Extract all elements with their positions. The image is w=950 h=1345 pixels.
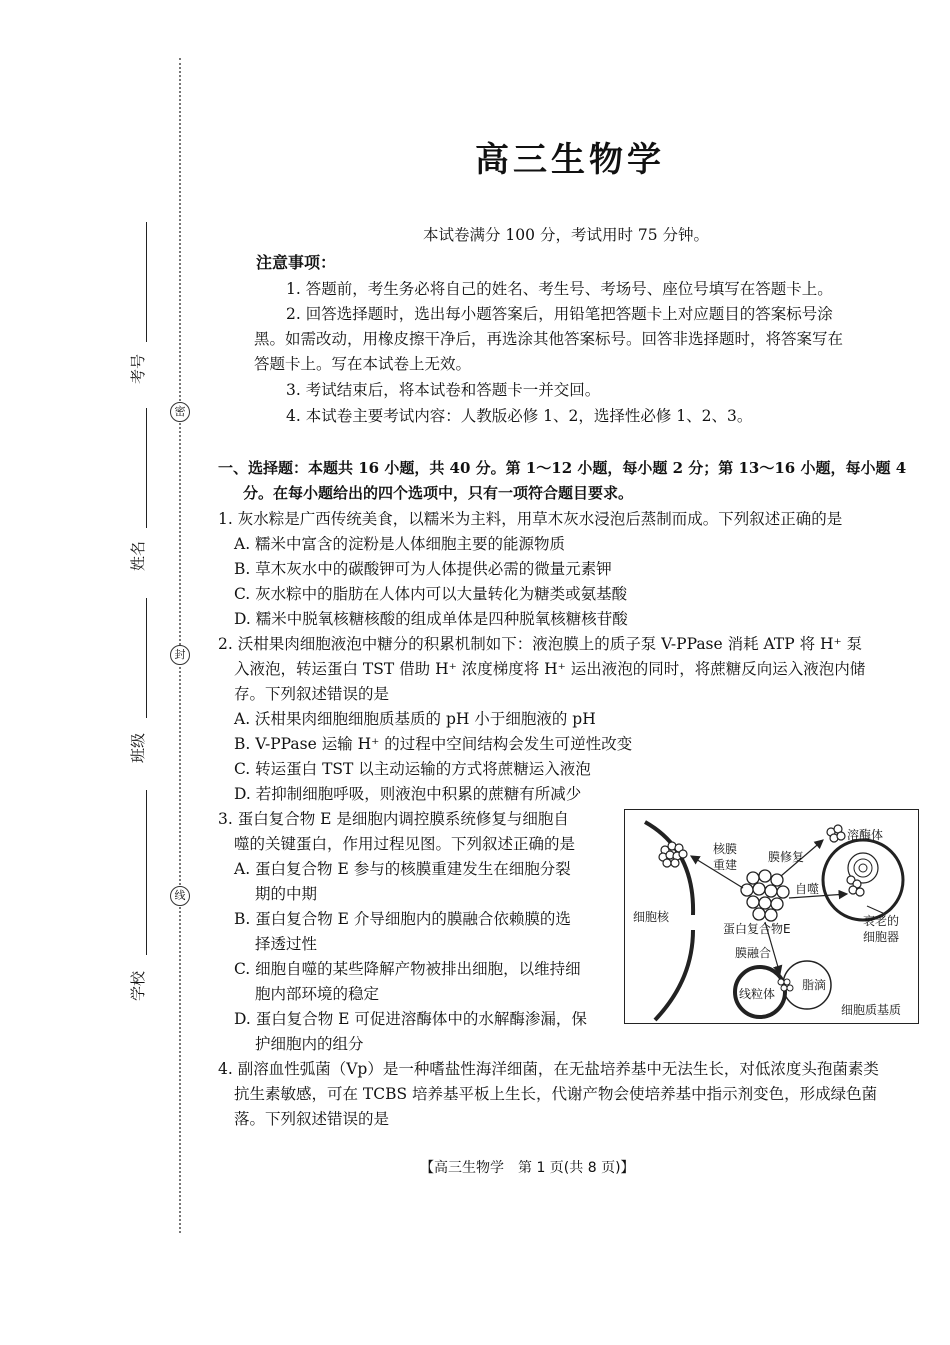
q2-option-b: B. V-PPase 运输 H⁺ 的过程中空间结构会发生可逆性改变 bbox=[234, 735, 633, 753]
label-aging-organelle: 衰老的 bbox=[863, 914, 900, 928]
q4-stem: 抗生素敏感，可在 TCBS 培养基平板上生长，代谢产物会使培养基中指示剂变色，形成绿色菌 bbox=[234, 1085, 878, 1103]
notice-line: 1. 答题前，考生务必将自己的姓名、考生号、考场号、座位号填写在答题卡上。 bbox=[286, 280, 833, 298]
notice-heading: 注意事项： bbox=[256, 253, 337, 272]
label-complex-e: 蛋白复合物E bbox=[723, 922, 791, 936]
section-heading: 一、选择题：本题共 16 小题，共 40 分。第 1～12 小题，每小题 2 分；第 13～16 小题，每小题 4 bbox=[218, 459, 907, 477]
label-membrane-fusion: 膜融合 bbox=[735, 946, 772, 960]
q4-stem: 4. 副溶血性弧菌（Vp）是一种嗜盐性海洋细菌，在无盐培养基中无法生长，对低浓度头孢菌素类 bbox=[218, 1060, 879, 1078]
notice-line: 2. 回答选择题时，选出每小题答案后，用铅笔把答题卡上对应题目的答案标号涂 bbox=[286, 305, 833, 323]
notice-line: 3. 考试结束后，将本试卷和答题卡一并交回。 bbox=[286, 381, 601, 399]
label-xingming: 姓名 bbox=[129, 541, 147, 572]
q1-option-c: C. 灰水粽中的脂肪在人体内可以大量转化为糖类或氨基酸 bbox=[234, 585, 628, 603]
q1-option-a: A. 糯米中富含的淀粉是人体细胞主要的能源物质 bbox=[234, 535, 566, 553]
exam-title: 高三生物学 bbox=[475, 140, 665, 180]
q4-stem: 落。下列叙述错误的是 bbox=[234, 1110, 390, 1128]
blank-xingming[interactable] bbox=[146, 408, 147, 528]
q1-stem: 1. 灰水粽是广西传统美食，以糯米为主料，用草木灰水浸泡后蒸制而成。下列叙述正确的是 bbox=[218, 510, 843, 528]
q3-option-a: 期的中期 bbox=[255, 885, 318, 903]
section-heading-cont: 分。在每小题给出的四个选项中，只有一项符合题目要求。 bbox=[243, 484, 634, 502]
label-kaohao: 考号 bbox=[129, 354, 147, 385]
label-mitochondria: 线粒体 bbox=[739, 987, 776, 1001]
label-aging-organelle: 细胞器 bbox=[863, 930, 900, 944]
label-nuclear-rebuild: 核膜 bbox=[713, 842, 738, 856]
q3-option-c: C. 细胞自噬的某些降解产物被排出细胞，以维持细 bbox=[234, 960, 581, 978]
q2-option-c: C. 转运蛋白 TST 以主动运输的方式将蔗糖运入液泡 bbox=[234, 760, 591, 778]
label-xuexiao: 学校 bbox=[129, 971, 147, 1002]
seal-feng: 封 bbox=[170, 645, 190, 665]
q1-option-d: D. 糯米中脱氧核糖核酸的组成单体是四种脱氧核糖核苷酸 bbox=[234, 610, 628, 628]
q1-option-b: B. 草木灰水中的碳酸钾可为人体提供必需的微量元素钾 bbox=[234, 560, 612, 578]
q3-stem: 噬的关键蛋白，作用过程见图。下列叙述正确的是 bbox=[234, 835, 576, 853]
label-lysosome: 溶酶体 bbox=[847, 828, 884, 842]
q2-option-a: A. 沃柑果肉细胞细胞质基质的 pH 小于细胞液的 pH bbox=[234, 710, 596, 728]
blank-banji[interactable] bbox=[146, 598, 147, 718]
q3-option-b: B. 蛋白复合物 E 介导细胞内的膜融合依赖膜的选 bbox=[234, 910, 571, 928]
label-nuclear-rebuild: 重建 bbox=[713, 858, 738, 872]
q3-option-a: A. 蛋白复合物 E 参与的核膜重建发生在细胞分裂 bbox=[234, 860, 571, 878]
q3-option-d: D. 蛋白复合物 E 可促进溶酶体中的水解酶渗漏，保 bbox=[234, 1010, 587, 1028]
q3-stem: 3. 蛋白复合物 E 是细胞内调控膜系统修复与细胞自 bbox=[218, 810, 569, 828]
q3-option-d: 护细胞内的组分 bbox=[255, 1035, 364, 1053]
label-banji: 班级 bbox=[129, 733, 147, 764]
seal-mi: 密 bbox=[170, 402, 190, 422]
q3-option-c: 胞内部环境的稳定 bbox=[255, 985, 380, 1003]
notice-line: 黑。如需改动，用橡皮擦干净后，再选涂其他答案标号。回答非选择题时，将答案写在 bbox=[254, 330, 844, 348]
notice-line: 答题卡上。写在本试卷上无效。 bbox=[254, 355, 472, 373]
label-cytoplasm: 细胞质基质 bbox=[841, 1003, 902, 1017]
figure-complex-e bbox=[624, 809, 919, 1024]
blank-xuexiao[interactable] bbox=[146, 790, 147, 955]
seal-xian: 线 bbox=[170, 886, 190, 906]
q3-option-b: 择透过性 bbox=[255, 935, 318, 953]
blank-kaohao[interactable] bbox=[146, 222, 147, 342]
label-nucleus: 细胞核 bbox=[633, 910, 670, 924]
q2-option-d: D. 若抑制细胞呼吸，则液泡中积累的蔗糖有所减少 bbox=[234, 785, 582, 803]
exam-intro: 本试卷满分 100 分，考试用时 75 分钟。 bbox=[423, 226, 710, 244]
page-footer: 【高三生物学 第 1 页(共 8 页)】 bbox=[420, 1160, 635, 1176]
q2-stem: 存。下列叙述错误的是 bbox=[234, 685, 390, 703]
q2-stem: 入液泡，转运蛋白 TST 借助 H⁺ 浓度梯度将 H⁺ 运出液泡的同时，将蔗糖反向运入液泡内储 bbox=[234, 660, 866, 678]
label-membrane-repair: 膜修复 bbox=[768, 850, 805, 864]
q2-stem: 2. 沃柑果肉细胞液泡中糖分的积累机制如下：液泡膜上的质子泵 V-PPase 消耗 ATP 将 H⁺ 泵 bbox=[218, 635, 863, 653]
notice-line: 4. 本试卷主要考试内容：人教版必修 1、2，选择性必修 1、2、3。 bbox=[286, 407, 753, 425]
label-lipid-droplet: 脂滴 bbox=[802, 978, 827, 992]
label-autophagy: 自噬 bbox=[795, 882, 820, 896]
